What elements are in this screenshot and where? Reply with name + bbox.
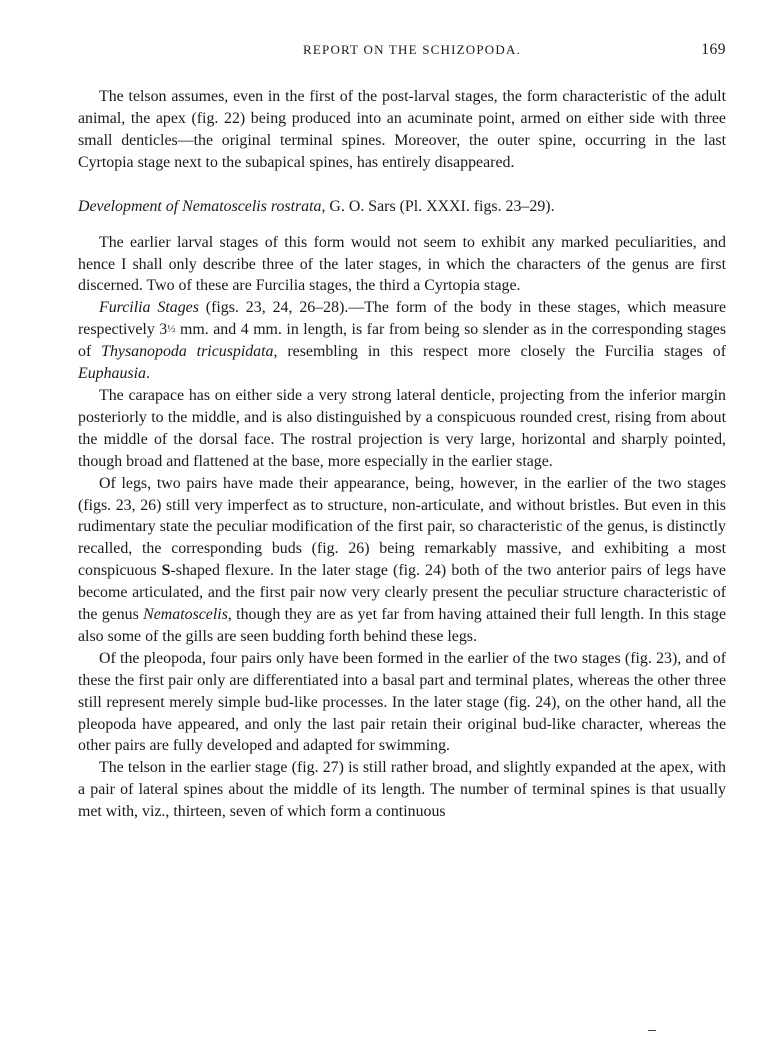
heading-genus: Nematoscelis rostrata — [182, 197, 322, 215]
legs-text-a: Of legs, two pairs have made their appearance, being, however, in the earlier of the two stages (figs. 23, 26) still very imperfect as to structure, non-articulate, and without bristles. But even in this rudimentary state the peculiar modification of the first pair, so characteristic of the genus, is distinctly recalled, the corresponding buds (fig. 26) being remarkably massive, and exhibiting a most conspicuous — [78, 474, 726, 580]
fraction: ½ — [167, 323, 176, 336]
heading-rest: , G. O. Sars (Pl. XXXI. figs. 23–29). — [321, 197, 555, 215]
furcilia-text-d: . — [145, 365, 150, 383]
legs-s-letter: S — [161, 562, 171, 580]
species-thysanopoda: Thysanopoda tricuspidata — [101, 343, 274, 361]
paragraph-earlier-larval-stages: The earlier larval stages of this form would not seem to exhibit any marked peculiarities, and hence I shall only describe three of the later stages, in which the characters of the genus are first discerned. Two of these are Furcilia stages, the third a Cyrtopia stage. — [78, 233, 726, 295]
page — [78, 42, 726, 823]
furcilia-text-c: , resembling in this respect more closely the Furcilia stages of — [273, 343, 726, 361]
running-head-title: REPORT ON THE SCHIZOPODA. — [303, 42, 521, 57]
heading-lead: Development of — [78, 197, 183, 215]
paragraph-legs — [78, 473, 726, 648]
species-euphausia: Euphausia — [78, 365, 146, 383]
stray-mark — [648, 1030, 656, 1031]
legs-text-b: -shaped flexure. In the later stage (fig. 24) both of the two anterior pairs of legs have become articulated, and the first pair now very clearly present the peculiar structure characteristic of the genus — [78, 562, 726, 624]
paragraph-pleopoda: Of the pleopoda, four pairs only have been formed in the earlier of the two stages (fig. 23), and of these the first pair only are differentiated into a basal part and terminal plates, whereas the other three still represent merely simple bud-like processes. In the later stage (fig. 24), on the other hand, all the pleopoda have appeared, and only the last pair retain their original bud-like character, whereas the other pairs are fully developed and adapted for swimming. — [78, 649, 726, 755]
furcilia-text-a: (figs. 23, 24, 26–28).—The form of the body in these stages, which measure respectively 3 — [78, 299, 726, 339]
paragraph-telson-earlier-stage: The telson in the earlier stage (fig. 27) is still rather broad, and slightly expanded at the apex, with a pair of lateral spines about the middle of its length. The number of terminal spines is that usually met with, viz., thirteen, seven of which form a continuous — [78, 759, 726, 821]
running-head — [78, 42, 726, 66]
furcilia-lead: Furcilia Stages — [99, 299, 199, 317]
section-heading — [78, 196, 726, 218]
paragraph-furcilia-stages — [78, 297, 726, 385]
paragraph-carapace: The carapace has on either side a very strong lateral denticle, projecting from the inferior margin posteriorly to the middle, and is also distinguished by a conspicuous rounded crest, rising from about the middle of the dorsal face. The rostral projection is very large, horizontal and sharply pointed, though broad and flattened at the base, more especially in the earlier stage. — [78, 386, 726, 470]
legs-text-c: , though they are as yet far from having attained their full length. In this stage also some of the gills are seen budding forth behind these legs. — [78, 606, 727, 645]
paragraph-telson-post-larval: The telson assumes, even in the first of the post-larval stages, the form characteristic of the adult animal, the apex (fig. 22) being produced into an acuminate point, armed on either side with three small denticles—the original terminal spines. Moreover, the outer spine, occurring in the last Cyrtopia stage next to the subapical spines, has entirely disappeared. — [78, 88, 726, 171]
furcilia-text-b: mm. and 4 mm. in length, is far from being so slender as in the corresponding stages of — [78, 321, 727, 361]
genus-nematoscelis: Nematoscelis — [143, 606, 228, 624]
page-number: 169 — [701, 41, 726, 58]
